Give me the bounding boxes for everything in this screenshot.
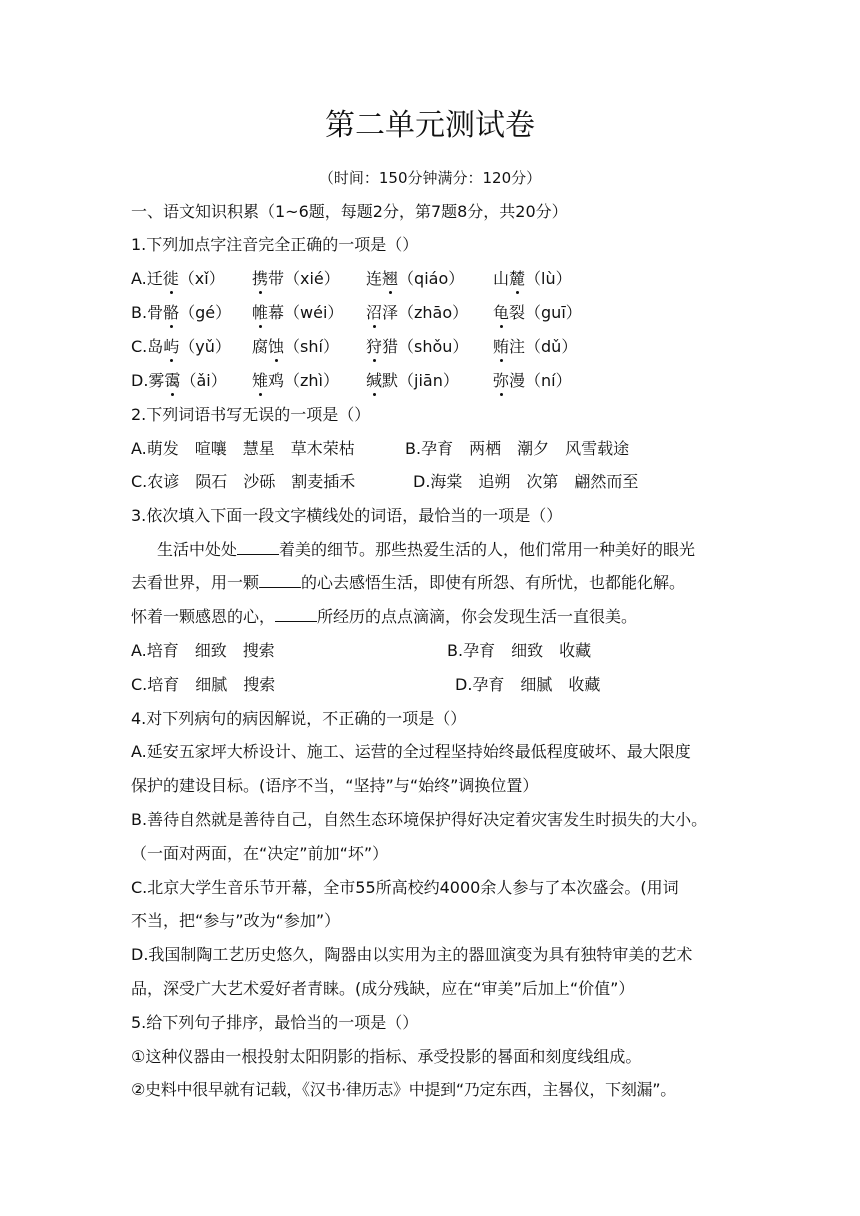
dotted-character: 麓 — [509, 267, 525, 291]
question-4-option-c-cont: 不当，把“参与”改为“参加”） — [131, 911, 341, 930]
question-1-stem: 1.下列加点字注音完全正确的一项是（） — [131, 235, 419, 254]
passage-line-2: 去看世界，用一颗 的心去感悟生活，即使有所怨、有所忧，也都能化解。 — [131, 573, 686, 592]
dotted-character: 弥 — [493, 369, 509, 393]
question-1-option-c-item: 贿注（dǔ） — [493, 335, 577, 359]
question-5-sentence-2: ②史料中很早就有记载，《汉书·律历志》中提到“乃定东西，主晷仪，下刻漏”。 — [131, 1080, 676, 1099]
dotted-character: 携 — [252, 267, 268, 291]
question-1-option-b-item: 沼泽（zhāo） — [366, 301, 468, 325]
question-1-option-c-item: 腐蚀（shí） — [252, 335, 339, 359]
question-4-option-d-cont: 品，深受广大艺术爱好者青睐。(成分残缺，应在“审美”后加上“价值”） — [131, 979, 635, 998]
exam-info: （时间：150分钟满分：120分） — [318, 169, 542, 187]
answer-blank-2 — [259, 573, 301, 588]
dotted-character: 雉 — [252, 369, 268, 393]
dotted-character: 徙 — [163, 267, 179, 291]
question-1-option-c-item: 狩猎（shǒu） — [366, 335, 468, 359]
question-2-stem: 2.下列词语书写无误的一项是（） — [131, 405, 371, 424]
question-1-option-b-item: 龟裂（guī） — [493, 301, 582, 325]
question-4-option-a-cont: 保护的建设目标。(语序不当，“坚持”与“始终”调换位置） — [131, 776, 539, 795]
question-2-option-b: B.孕育 两栖 潮夕 风雪载途 — [405, 439, 630, 458]
question-1-option-a-item: 山麓（lù） — [493, 267, 572, 291]
question-1-option-a-item: 连翘（qiáo） — [366, 267, 464, 291]
question-1-option-b-item: B.骨骼（gé） — [131, 301, 231, 325]
question-4-option-a: A.延安五家坪大桥设计、施工、运营的全过程坚持始终最低程度破坏、最大限度 — [131, 742, 691, 761]
question-1-option-c-item: C.岛屿（yǔ） — [131, 335, 231, 359]
dotted-character: 翘 — [382, 267, 398, 291]
question-2-option-a: A.萌发 喧嚷 慧星 草木荣枯 — [131, 439, 355, 458]
dotted-character: 蚀 — [268, 335, 284, 359]
answer-blank-3 — [275, 607, 317, 622]
question-5-sentence-1: ①这种仪器由一根投射太阳阴影的指标、承受投影的晷面和刻度线组成。 — [131, 1047, 642, 1066]
question-1-option-d-item: 雉鸡（zhì） — [252, 369, 339, 393]
question-4-option-d: D.我国制陶工艺历史悠久，陶器由以实用为主的器皿演变为具有独特审美的艺术 — [131, 945, 693, 964]
section-heading: 一、语文知识积累（1~6题，每题2分，第7题8分，共20分） — [131, 202, 568, 221]
question-4-stem: 4.对下列病句的病因解说，不正确的一项是（） — [131, 709, 467, 728]
passage-line-3: 怀着一颗感恩的心， 所经历的点点滴滴，你会发现生活一直很美。 — [131, 607, 638, 626]
question-1-option-b-item: 帷幕（wéi） — [252, 301, 343, 325]
question-2-option-c: C.农谚 陨石 沙砾 割麦插禾 — [131, 472, 356, 491]
question-3-option-d: D.孕育 细腻 收藏 — [455, 675, 601, 694]
question-1-option-a-item: 携带（xié） — [252, 267, 340, 291]
dotted-character: 贿 — [493, 335, 509, 359]
dotted-character: 屿 — [163, 335, 179, 359]
question-2-option-d: D.海棠 追朔 次第 翩然而至 — [413, 472, 639, 491]
dotted-character: 帷 — [252, 301, 268, 325]
question-3-option-b: B.孕育 细致 收藏 — [447, 641, 592, 660]
question-4-option-b: B.善待自然就是善待自己，自然生态环境保护得好决定着灾害发生时损失的大小。 — [131, 810, 708, 829]
question-4-option-b-cont: （一面对两面，在“决定”前加“坏”） — [131, 844, 389, 863]
question-3-stem: 3.依次填入下面一段文字横线处的词语，最恰当的一项是（） — [131, 506, 563, 525]
dotted-character: 缄 — [366, 369, 382, 393]
dotted-character: 骼 — [163, 301, 179, 325]
passage-line-1: 生活中处处 着美的细节。那些热爱生活的人，他们常用一种美好的眼光 — [157, 540, 696, 559]
question-1-option-d-item: 弥漫（ní） — [493, 369, 572, 393]
question-3-option-c: C.培育 细腻 搜索 — [131, 675, 276, 694]
question-3-option-a: A.培育 细致 搜索 — [131, 641, 275, 660]
dotted-character: 狩 — [366, 335, 382, 359]
dotted-character: 龟 — [493, 301, 509, 325]
question-4-option-c: C.北京大学生音乐节开幕，全市55所高校约4000余人参与了本次盛会。(用词 — [131, 878, 679, 897]
question-5-stem: 5.给下列句子排序，最恰当的一项是（） — [131, 1013, 419, 1032]
dotted-character: 霭 — [164, 369, 180, 393]
page-title: 第二单元测试卷 — [325, 108, 535, 143]
question-1-option-d-item: D.雾霭（ǎi） — [131, 369, 227, 393]
dotted-character: 沼 — [366, 301, 382, 325]
answer-blank-1 — [237, 540, 279, 555]
question-1-option-d-item: 缄默（jiān） — [366, 369, 459, 393]
question-1-option-a-item: A.迁徙（xǐ） — [131, 267, 225, 291]
